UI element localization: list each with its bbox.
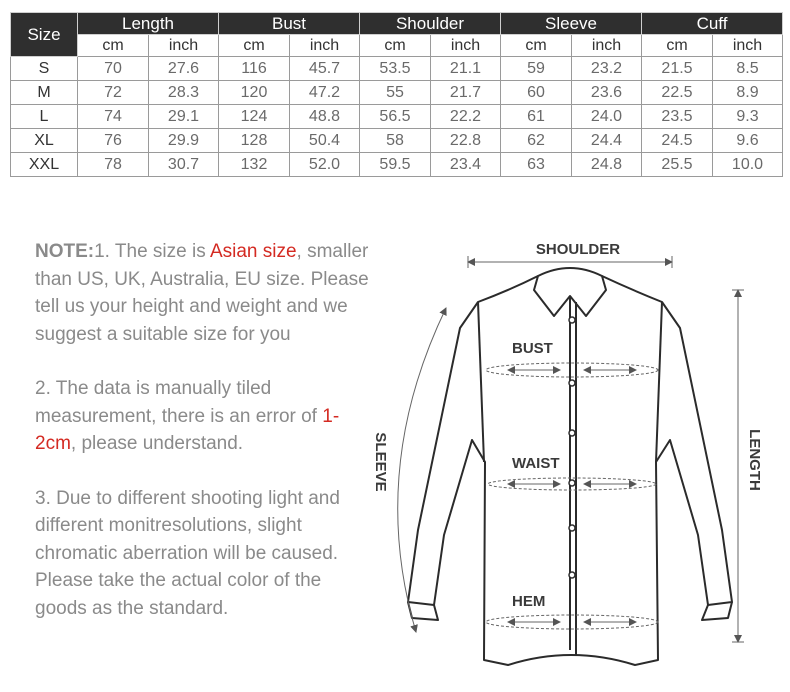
table-cell: 60 xyxy=(501,81,572,105)
note-1 xyxy=(35,238,375,348)
table-cell: 45.7 xyxy=(290,57,360,81)
table-row xyxy=(11,57,783,81)
table-row xyxy=(11,105,783,129)
size-label: S xyxy=(11,57,78,81)
size-label: XL xyxy=(11,129,78,153)
table-cell: 62 xyxy=(501,129,572,153)
unit-cm: cm xyxy=(219,35,290,57)
table-cell: 29.1 xyxy=(149,105,219,129)
table-cell: 59 xyxy=(501,57,572,81)
hem-label: HEM xyxy=(512,593,546,610)
table-cell: 132 xyxy=(219,153,290,177)
unit-cm: cm xyxy=(501,35,572,57)
waist-label: WAIST xyxy=(512,455,560,472)
table-cell: 50.4 xyxy=(290,129,360,153)
table-cell: 116 xyxy=(219,57,290,81)
table-cell: 21.7 xyxy=(431,81,501,105)
table-cell: 21.1 xyxy=(431,57,501,81)
table-cell: 9.6 xyxy=(713,129,783,153)
table-cell: 25.5 xyxy=(642,153,713,177)
table-cell: 78 xyxy=(78,153,149,177)
note-2-text-b: , please understand. xyxy=(70,433,244,454)
table-cell: 21.5 xyxy=(642,57,713,81)
table-cell: 70 xyxy=(78,57,149,81)
table-cell: 23.2 xyxy=(572,57,642,81)
table-cell: 23.5 xyxy=(642,105,713,129)
length-label: LENGTH xyxy=(746,429,763,491)
table-cell: 55 xyxy=(360,81,431,105)
note-1-text-a: 1. The size is xyxy=(94,241,210,262)
group-header-bust: Bust xyxy=(219,13,360,35)
unit-inch: inch xyxy=(290,35,360,57)
table-cell: 30.7 xyxy=(149,153,219,177)
unit-inch: inch xyxy=(713,35,783,57)
note-2-text-a: 2. The data is manually tiled measurement, there is an error of xyxy=(35,378,323,427)
table-cell: 24.0 xyxy=(572,105,642,129)
table-cell: 22.2 xyxy=(431,105,501,129)
size-label: XXL xyxy=(11,153,78,177)
note-1-text-b: , smaller than US, UK, Australia, EU size. Please tell us your height and weight and we suggest a suitable size for you xyxy=(35,241,369,345)
table-cell: 23.6 xyxy=(572,81,642,105)
size-label: L xyxy=(11,105,78,129)
table-cell: 28.3 xyxy=(149,81,219,105)
size-notes xyxy=(35,238,375,649)
error-range-highlight: 1-2cm xyxy=(35,405,340,454)
group-header-shoulder: Shoulder xyxy=(360,13,501,35)
table-cell: 48.8 xyxy=(290,105,360,129)
asian-size-highlight: Asian size xyxy=(209,241,297,262)
table-cell: 58 xyxy=(360,129,431,153)
table-cell: 53.5 xyxy=(360,57,431,81)
shirt-outline xyxy=(408,268,732,665)
group-header-cuff: Cuff xyxy=(642,13,783,35)
table-cell: 124 xyxy=(219,105,290,129)
table-cell: 22.8 xyxy=(431,129,501,153)
unit-inch: inch xyxy=(149,35,219,57)
table-cell: 56.5 xyxy=(360,105,431,129)
table-cell: 74 xyxy=(78,105,149,129)
size-label: M xyxy=(11,81,78,105)
table-cell: 52.0 xyxy=(290,153,360,177)
table-cell: 59.5 xyxy=(360,153,431,177)
group-header-length: Length xyxy=(78,13,219,35)
table-cell: 8.9 xyxy=(713,81,783,105)
table-cell: 27.6 xyxy=(149,57,219,81)
note-3: 3. Due to different shooting light and different monitresolutions, slight chromatic aberration will be caused. Please take the actual color of the goods as the standard. xyxy=(35,487,340,619)
shoulder-label: SHOULDER xyxy=(535,241,621,258)
table-cell: 24.5 xyxy=(642,129,713,153)
unit-inch: inch xyxy=(431,35,501,57)
table-cell: 128 xyxy=(219,129,290,153)
table-cell: 22.5 xyxy=(642,81,713,105)
table-cell: 76 xyxy=(78,129,149,153)
unit-cm: cm xyxy=(78,35,149,57)
table-cell: 63 xyxy=(501,153,572,177)
table-row xyxy=(11,129,783,153)
note-2 xyxy=(35,375,375,458)
group-header-sleeve: Sleeve xyxy=(501,13,642,35)
table-cell: 8.5 xyxy=(713,57,783,81)
table-row xyxy=(11,153,783,177)
shirt-measurement-diagram xyxy=(360,230,780,685)
table-cell: 72 xyxy=(78,81,149,105)
unit-cm: cm xyxy=(360,35,431,57)
size-column-header: Size xyxy=(11,13,78,57)
table-cell: 29.9 xyxy=(149,129,219,153)
table-cell: 9.3 xyxy=(713,105,783,129)
unit-inch: inch xyxy=(572,35,642,57)
table-cell: 24.4 xyxy=(572,129,642,153)
unit-cm: cm xyxy=(642,35,713,57)
note-lead: NOTE: xyxy=(35,241,95,262)
size-chart-table xyxy=(10,12,783,177)
table-row xyxy=(11,81,783,105)
table-cell: 61 xyxy=(501,105,572,129)
table-cell: 24.8 xyxy=(572,153,642,177)
sleeve-label: SLEEVE xyxy=(372,432,389,492)
table-cell: 120 xyxy=(219,81,290,105)
table-cell: 23.4 xyxy=(431,153,501,177)
bust-label: BUST xyxy=(512,340,553,357)
table-cell: 47.2 xyxy=(290,81,360,105)
table-cell: 10.0 xyxy=(713,153,783,177)
